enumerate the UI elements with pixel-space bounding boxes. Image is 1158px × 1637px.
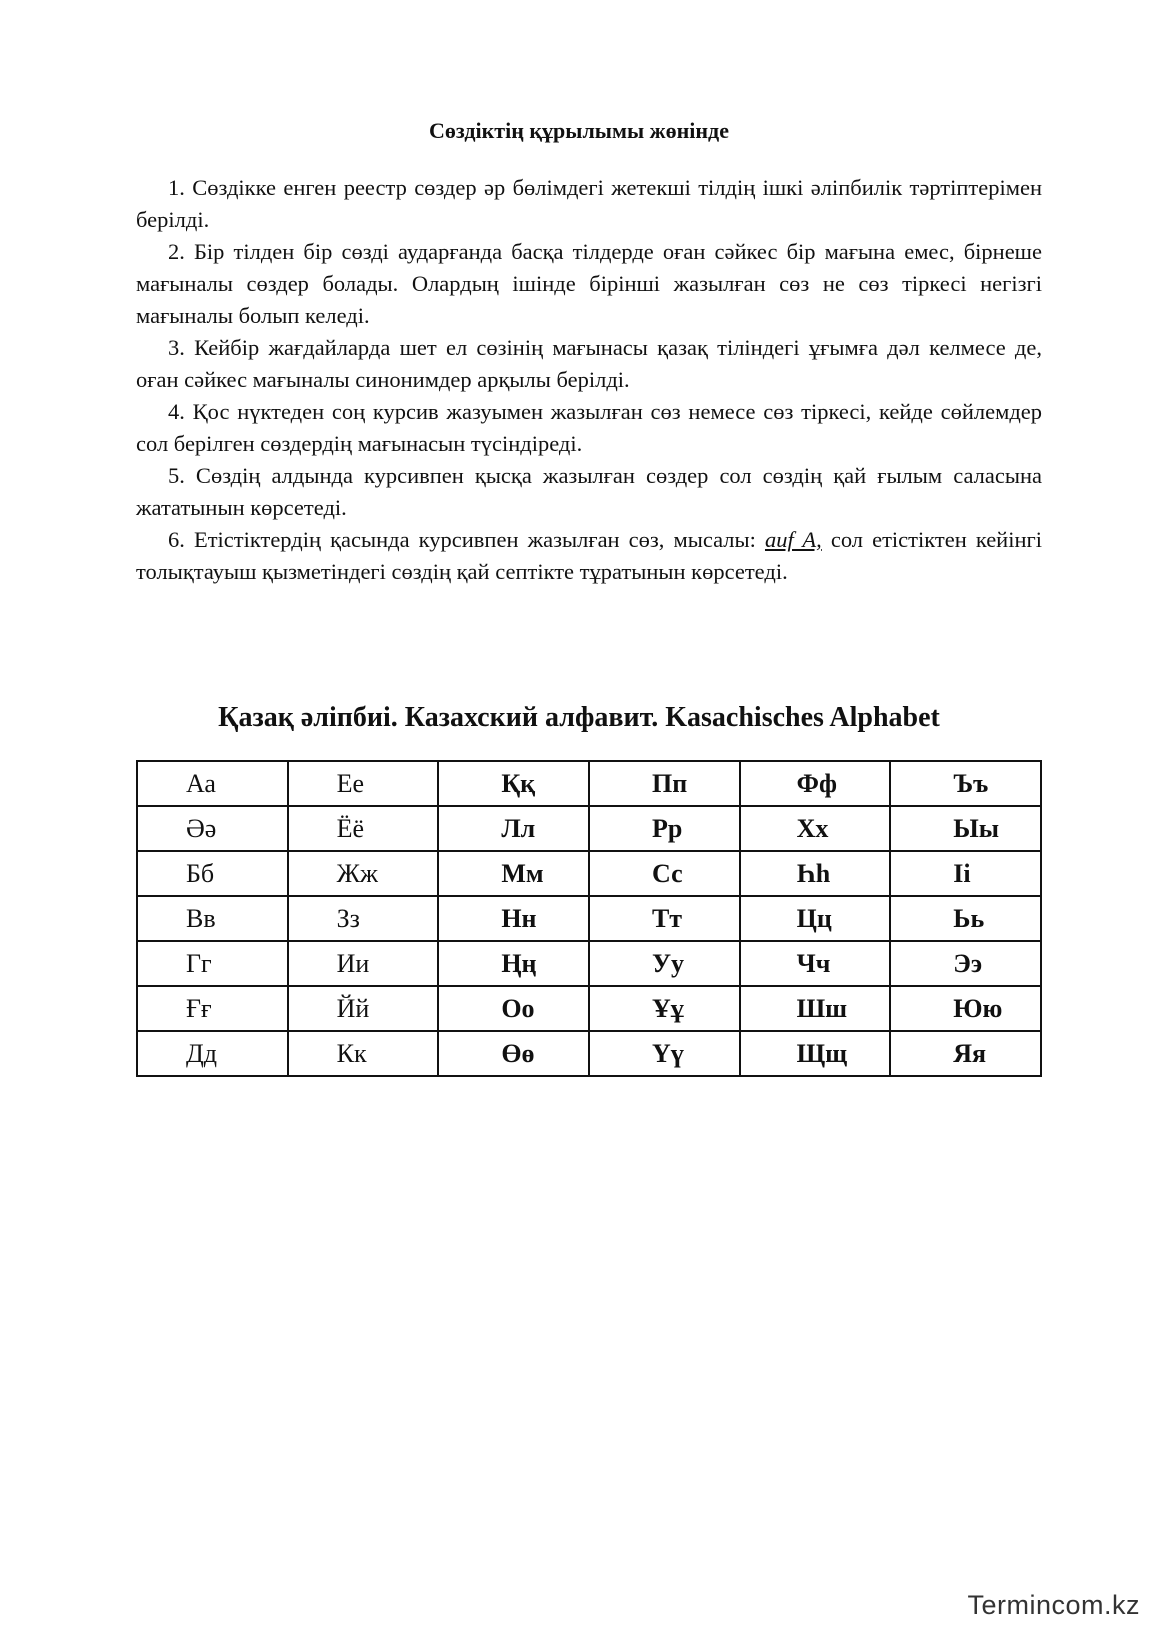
watermark-logo: Termincom.kz [967, 1590, 1140, 1620]
letter-cell: Дд [137, 1031, 288, 1076]
rule-6-example: auf A, [764, 527, 822, 552]
letter-cell: Чч [740, 941, 891, 986]
table-row [137, 1031, 1041, 1076]
rule-3: 3. Кейбір жағдайларда шет ел сөзінің мағынасы қазақ тіліндегі ұғымға дәл келмесе де, оған сәйкес мағыналы синонимдер арқылы берілді. [136, 335, 1042, 392]
letter-cell: Жж [288, 851, 439, 896]
letter-cell: Ңң [438, 941, 589, 986]
letter-cell: Ққ [438, 761, 589, 806]
letter-cell: Тт [589, 896, 740, 941]
page-heading: Сөздіктің құрылымы жөнінде [429, 118, 729, 143]
rule-1: 1. Сөздікке енген реестр сөздер әр бөлімдегі жетекші тілдің ішкі әліпбилік тәртіптерімен берілді. [136, 175, 1042, 232]
letter-cell: Яя [890, 1031, 1041, 1076]
letter-cell: Ьь [890, 896, 1041, 941]
letter-cell: Хх [740, 806, 891, 851]
letter-cell: Ии [288, 941, 439, 986]
letter-cell: Зз [288, 896, 439, 941]
letter-cell: Фф [740, 761, 891, 806]
letter-cell: Цц [740, 896, 891, 941]
letter-cell: Әә [137, 806, 288, 851]
letter-cell: Мм [438, 851, 589, 896]
letter-cell: Үү [589, 1031, 740, 1076]
table-row [137, 941, 1041, 986]
table-row [137, 806, 1041, 851]
letter-cell: Оо [438, 986, 589, 1031]
letter-cell: Йй [288, 986, 439, 1031]
table-row [137, 761, 1041, 806]
letter-cell: Сс [589, 851, 740, 896]
letter-cell: Щщ [740, 1031, 891, 1076]
rule-2: 2. Бір тілден бір сөзді аударғанда басқа тілдерде оған сәйкес бір мағына емес, бірнеше мағыналы сөздер болады. Олардың ішінде бірінші жазылған сөз не сөз тіркесі негізгі мағыналы болып келеді. [136, 239, 1042, 328]
letter-cell: Ёё [288, 806, 439, 851]
dictionary-rules [136, 172, 1042, 588]
table-row [137, 986, 1041, 1031]
letter-cell: Пп [589, 761, 740, 806]
letter-cell: Аа [137, 761, 288, 806]
letter-cell: Уу [589, 941, 740, 986]
table-row [137, 851, 1041, 896]
letter-cell: Нн [438, 896, 589, 941]
letter-cell: Кк [288, 1031, 439, 1076]
letter-cell: Ъъ [890, 761, 1041, 806]
alphabet-title: Қазақ әліпбиі. Казахский алфавит. Kasachisches Alphabet [218, 702, 940, 733]
letter-cell: Юю [890, 986, 1041, 1031]
letter-cell: Ыы [890, 806, 1041, 851]
letter-cell: Ее [288, 761, 439, 806]
letter-cell: Бб [137, 851, 288, 896]
rule-6 [136, 524, 1042, 588]
letter-cell: Өө [438, 1031, 589, 1076]
letter-cell: Іі [890, 851, 1041, 896]
letter-cell: Ұұ [589, 986, 740, 1031]
rule-6-after: сол етістіктен кейінгі толықтауыш қызметіндегі сөздің қай септікте тұратынын көрсетеді. [136, 527, 1042, 584]
letter-cell: Шш [740, 986, 891, 1031]
rule-5: 5. Сөздің алдында курсивпен қысқа жазылған сөздер сол сөздің қай ғылым саласына жататынын көрсетеді. [136, 463, 1042, 520]
letter-cell: Ғғ [137, 986, 288, 1031]
letter-cell: Лл [438, 806, 589, 851]
alphabet-table [136, 760, 1042, 1077]
rule-4: 4. Қос нүктеден соң курсив жазуымен жазылған сөз немесе сөз тіркесі, кейде сөйлемдер сол берілген сөздердің мағынасын түсіндіреді. [136, 399, 1042, 456]
letter-cell: Гг [137, 941, 288, 986]
letter-cell: Рр [589, 806, 740, 851]
letter-cell: Вв [137, 896, 288, 941]
letter-cell: Ээ [890, 941, 1041, 986]
letter-cell: Һһ [740, 851, 891, 896]
rule-6-before: 6. Етістіктердің қасында курсивпен жазылған сөз, мысалы: [168, 527, 765, 552]
table-row [137, 896, 1041, 941]
